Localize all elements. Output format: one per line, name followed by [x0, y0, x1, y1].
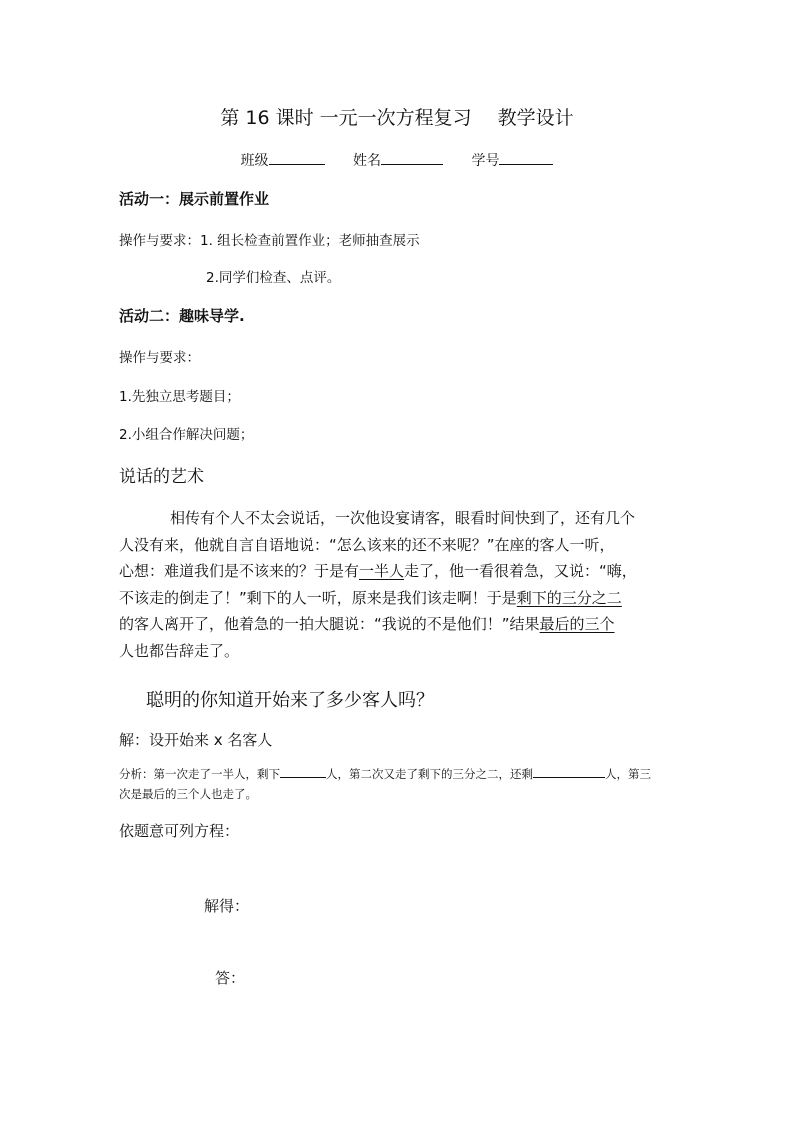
story-title: 说话的艺术	[119, 467, 204, 487]
class-label: 班级	[240, 153, 269, 169]
analysis-line	[119, 764, 679, 784]
activity2-step-1: 1.先独立思考题目；	[119, 389, 240, 405]
story-line: 相传有个人不太会说话，一次他设宴请客，眼看时间快到了，还有几个	[170, 509, 636, 527]
analysis-text: 人，第三	[605, 767, 651, 781]
equation-label: 依题意可列方程：	[119, 822, 240, 840]
story-text: 心想：难道我们是不该来的？于是有	[119, 562, 360, 580]
story-text: 不该走的倒走了！”剩下的人一听，原来是我们该走啊！于是	[119, 588, 517, 607]
student-info-row	[0, 150, 794, 170]
page-title	[0, 103, 794, 130]
title-sub: 教学设计	[497, 107, 574, 129]
title-main: 第 16 课时 一元一次方程复习	[220, 107, 472, 129]
story-text: 的客人离开了，他着急的一拍大腿说：“我说的不是他们！”结果	[119, 615, 540, 633]
activity2-step-2: 2.小组合作解决问题；	[119, 427, 254, 443]
story-text: 走了，他一看很着急，又说：“嗨，	[404, 562, 637, 580]
name-blank[interactable]	[381, 150, 443, 165]
underlined-phrase: 最后的三个	[539, 615, 615, 633]
class-blank[interactable]	[269, 150, 325, 165]
underlined-phrase: 一半人	[359, 562, 405, 580]
story-line	[119, 585, 679, 612]
activity1-heading: 活动一：展示前置作业	[119, 190, 270, 208]
question-text: 聪明的你知道开始来了多少客人吗？	[146, 690, 434, 711]
story-line: 人没有来，他就自言自语地说：“怎么该来的还不来呢？”在座的客人一听，	[119, 535, 615, 554]
analysis-text: 人，第二次又走了剩下的三分之二，还剩	[326, 767, 533, 781]
solution-setup: 解：设开始来 x 名客人	[119, 731, 273, 749]
analysis-block	[119, 764, 679, 804]
story-paragraph	[119, 505, 679, 664]
name-label: 姓名	[353, 153, 381, 169]
analysis-text: 分析：第一次走了一半人，剩下	[119, 767, 280, 781]
answer-label: 答：	[215, 969, 246, 987]
activity2-requirement-label: 操作与要求：	[119, 350, 200, 366]
id-blank[interactable]	[499, 150, 553, 165]
name-field[interactable]	[353, 150, 443, 170]
story-line: 人也都告辞走了。	[119, 641, 240, 660]
story-line	[119, 558, 679, 585]
analysis-line: 次是最后的三个人也走了。	[119, 787, 257, 801]
class-field[interactable]	[241, 150, 325, 170]
story-line	[119, 611, 679, 638]
activity1-requirement-2: 2.同学们检查、点评。	[206, 270, 341, 286]
answer-blank-2[interactable]	[533, 765, 605, 778]
id-field[interactable]	[471, 150, 553, 170]
result-label: 解得：	[204, 897, 250, 915]
answer-blank-1[interactable]	[280, 765, 326, 778]
underlined-phrase: 剩下的三分之二	[516, 588, 622, 607]
activity1-requirement-1: 操作与要求：1. 组长检查前置作业；老师抽查展示	[119, 233, 420, 249]
id-label: 学号	[471, 153, 500, 169]
activity2-heading: 活动二：趣味导学.	[119, 307, 245, 325]
